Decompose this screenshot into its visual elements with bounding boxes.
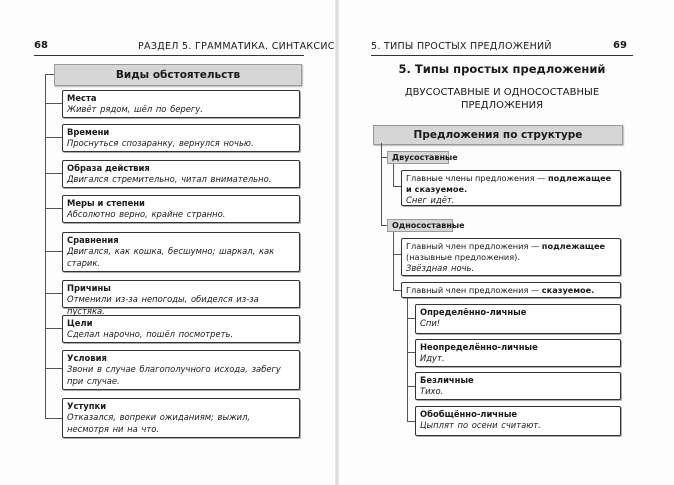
type-label: Безличные — [420, 375, 474, 385]
desc-text: Главный член предложения — — [406, 241, 542, 251]
page-number-left: 68 — [34, 40, 48, 51]
item-example: Двигался стремительно, читал внимательно. — [67, 174, 272, 184]
tree-branch — [45, 103, 62, 104]
item-label: Времени — [67, 127, 110, 137]
subject-only-box — [401, 238, 621, 276]
header-rule-left — [34, 55, 304, 56]
tree-branch — [45, 208, 62, 209]
item-place — [62, 90, 300, 118]
desc-text: (назывные предложения). — [406, 252, 520, 262]
header-rule-right — [371, 55, 633, 56]
tree-branch — [45, 251, 62, 252]
item-label: Места — [67, 93, 97, 103]
item-label: Цели — [67, 318, 93, 328]
type-example: Цыплят по осени считают. — [420, 420, 541, 430]
type-example: Спи! — [420, 318, 441, 328]
two-part-label: Двусоставные — [387, 151, 449, 164]
running-head-left: РАЗДЕЛ 5. ГРАММАТИКА. СИНТАКСИС — [138, 41, 335, 52]
tree-branch — [45, 328, 62, 329]
item-example: Двигался, как кошка, бесшумно; шаркал, как старик. — [67, 246, 275, 268]
item-purpose — [62, 315, 300, 343]
item-degree — [62, 195, 300, 223]
tree-branch-one-part — [393, 232, 394, 290]
subtitle — [371, 87, 633, 112]
running-head-right: 5. ТИПЫ ПРОСТЫХ ПРЕДЛОЖЕНИЙ — [371, 41, 552, 52]
subject-only-example: Звёздная ночь. — [406, 263, 475, 273]
subtitle-line-1: ДВУСОСТАВНЫЕ И ОДНОСОСТАВНЫЕ — [404, 87, 600, 98]
item-example: Звони в случае благополучного исхода, забегу при случае. — [67, 364, 281, 386]
tree-branch — [45, 74, 54, 75]
tree-branch — [45, 173, 62, 174]
item-example: Отменили из-за непогоды, обиделся из-за пустяка. — [67, 294, 259, 316]
desc-bold: подлежащее — [547, 173, 612, 183]
one-part-label: Односоставные — [387, 219, 453, 232]
tree-branch — [407, 386, 415, 387]
item-comparison — [62, 232, 300, 272]
item-label: Образа действия — [67, 163, 150, 173]
tree-branch — [407, 421, 415, 422]
type-example: Идут. — [420, 353, 445, 363]
tree-branch — [393, 254, 401, 255]
right-page — [337, 0, 674, 485]
two-part-example: Снег идёт. — [406, 195, 455, 205]
tree-branch — [45, 418, 62, 419]
item-example: Живёт рядом, шёл по берегу. — [67, 104, 203, 114]
item-time — [62, 124, 300, 152]
tree-branch-two-part — [393, 164, 394, 186]
type-label: Неопределённо-личные — [420, 342, 538, 352]
item-label: Уступки — [67, 401, 107, 411]
tree-branch — [45, 137, 62, 138]
tree-branch — [45, 368, 62, 369]
item-label: Причины — [67, 283, 111, 293]
item-example: Абсолютно верно, крайне странно. — [67, 209, 226, 219]
item-cause — [62, 280, 300, 316]
definite-personal-box — [415, 304, 621, 334]
tree-trunk-right — [381, 143, 382, 226]
generalized-personal-box — [415, 406, 621, 436]
subject-only-description — [406, 241, 616, 263]
two-part-description — [406, 173, 616, 195]
desc-bold: подлежащее — [541, 241, 606, 251]
adverbial-types-title: Виды обстоятельств — [54, 64, 302, 86]
type-label: Определённо-личные — [420, 307, 527, 317]
tree-branch — [393, 186, 401, 187]
item-label: Меры и степени — [67, 198, 145, 208]
item-label: Условия — [67, 353, 107, 363]
item-label: Сравнения — [67, 235, 119, 245]
indefinite-personal-box — [415, 339, 621, 367]
tree-branch — [407, 352, 415, 353]
tree-branch — [45, 293, 62, 294]
tree-branch — [393, 290, 401, 291]
item-manner — [62, 160, 300, 188]
predicate-only-description — [406, 285, 616, 296]
type-label: Обобщённо-личные — [420, 409, 518, 419]
page-number-right: 69 — [613, 40, 627, 51]
chapter-title: 5. Типы простых предложений — [398, 62, 606, 76]
desc-bold: и сказуемое. — [406, 184, 468, 194]
item-example: Проснуться спозаранку, вернулся ночью. — [67, 138, 254, 148]
item-example: Сделал нарочно, пошёл посмотреть. — [67, 329, 234, 339]
item-example: Отказался, вопреки ожиданиям; выжил, несмотря ни на что. — [67, 412, 251, 434]
predicate-only-box — [401, 282, 621, 298]
tree-branch-predicate — [407, 298, 408, 422]
tree-trunk-left — [45, 74, 46, 418]
subtitle-line-2: ПРЕДЛОЖЕНИЯ — [460, 99, 544, 111]
desc-text: Главные члены предложения — — [406, 173, 548, 183]
tree-branch — [407, 318, 415, 319]
item-condition — [62, 350, 300, 390]
item-concession — [62, 398, 300, 438]
desc-text: Главный член предложения — — [406, 285, 542, 295]
impersonal-box — [415, 372, 621, 400]
type-example: Тихо. — [420, 386, 444, 396]
two-part-box — [401, 170, 621, 206]
structure-title: Предложения по структуре — [373, 125, 623, 145]
desc-bold: сказуемое. — [541, 285, 595, 295]
